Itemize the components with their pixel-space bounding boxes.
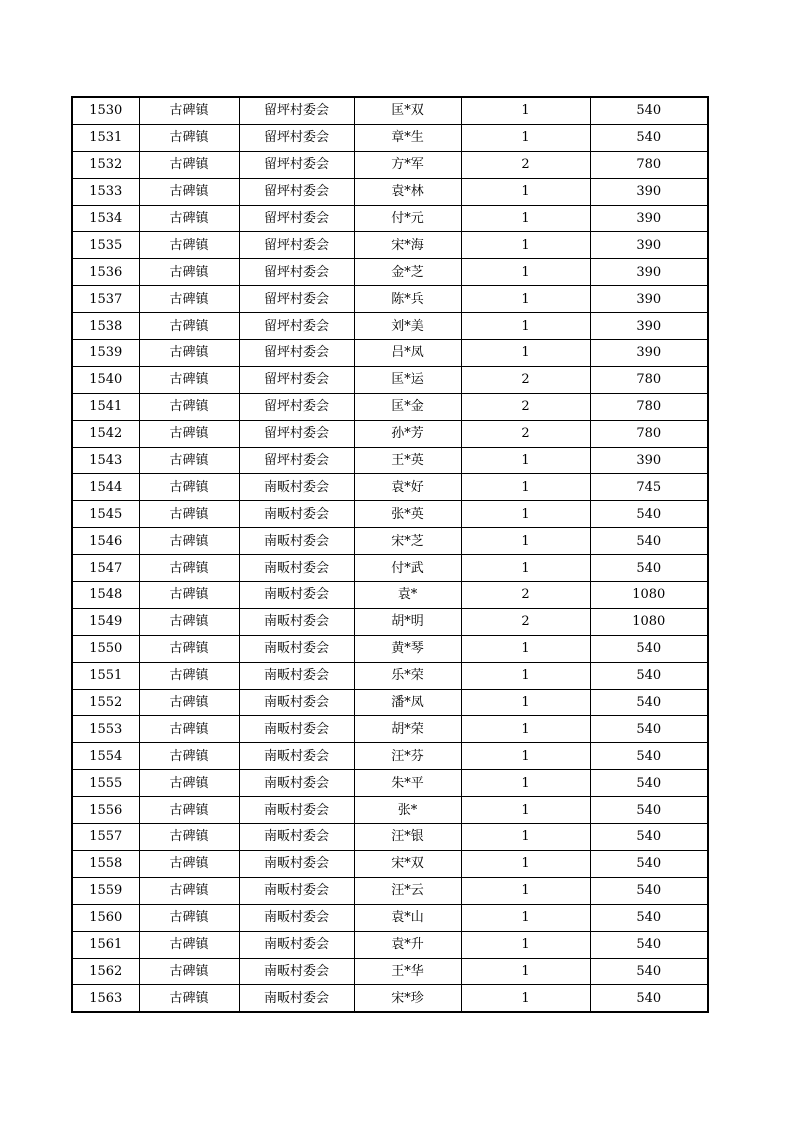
town-cell: 古碑镇: [139, 420, 239, 447]
table-row: [72, 743, 708, 770]
table-row: [72, 151, 708, 178]
person-name-cell: 潘*凤: [354, 689, 461, 716]
town-cell: 古碑镇: [139, 286, 239, 313]
person-name-cell: 袁*升: [354, 931, 461, 958]
town-cell: 古碑镇: [139, 259, 239, 286]
person-name-cell: 袁*林: [354, 178, 461, 205]
household-count-cell: 2: [461, 151, 590, 178]
household-count-cell: 1: [461, 850, 590, 877]
row-number-cell: 1545: [72, 501, 139, 528]
table-row: [72, 716, 708, 743]
village-committee-cell: 南畈村委会: [239, 770, 354, 797]
row-number-cell: 1543: [72, 447, 139, 474]
table-row: [72, 232, 708, 259]
row-number-cell: 1535: [72, 232, 139, 259]
household-count-cell: 1: [461, 770, 590, 797]
amount-cell: 540: [590, 877, 708, 904]
row-number-cell: 1536: [72, 259, 139, 286]
table-row: [72, 877, 708, 904]
person-name-cell: 汪*芬: [354, 743, 461, 770]
person-name-cell: 宋*珍: [354, 985, 461, 1012]
household-count-cell: 1: [461, 178, 590, 205]
amount-cell: 540: [590, 797, 708, 824]
town-cell: 古碑镇: [139, 797, 239, 824]
amount-cell: 540: [590, 824, 708, 851]
table-row: [72, 635, 708, 662]
village-committee-cell: 留坪村委会: [239, 151, 354, 178]
household-count-cell: 2: [461, 608, 590, 635]
town-cell: 古碑镇: [139, 931, 239, 958]
row-number-cell: 1538: [72, 313, 139, 340]
table-row: [72, 770, 708, 797]
row-number-cell: 1542: [72, 420, 139, 447]
row-number-cell: 1562: [72, 958, 139, 985]
table-row: [72, 904, 708, 931]
amount-cell: 780: [590, 420, 708, 447]
row-number-cell: 1546: [72, 528, 139, 555]
row-number-cell: 1537: [72, 286, 139, 313]
household-count-cell: 1: [461, 716, 590, 743]
table-row: [72, 447, 708, 474]
table-row: [72, 474, 708, 501]
town-cell: 古碑镇: [139, 340, 239, 367]
household-count-cell: 2: [461, 366, 590, 393]
amount-cell: 540: [590, 931, 708, 958]
person-name-cell: 匡*运: [354, 366, 461, 393]
village-committee-cell: 留坪村委会: [239, 232, 354, 259]
town-cell: 古碑镇: [139, 474, 239, 501]
household-count-cell: 2: [461, 582, 590, 609]
village-committee-cell: 南畈村委会: [239, 904, 354, 931]
table-body: [72, 97, 708, 1012]
person-name-cell: 孙*芳: [354, 420, 461, 447]
village-committee-cell: 南畈村委会: [239, 582, 354, 609]
village-committee-cell: 南畈村委会: [239, 931, 354, 958]
village-committee-cell: 南畈村委会: [239, 716, 354, 743]
person-name-cell: 章*生: [354, 124, 461, 151]
amount-cell: 540: [590, 743, 708, 770]
household-count-cell: 1: [461, 689, 590, 716]
village-committee-cell: 南畈村委会: [239, 689, 354, 716]
town-cell: 古碑镇: [139, 689, 239, 716]
village-committee-cell: 南畈村委会: [239, 877, 354, 904]
village-committee-cell: 南畈村委会: [239, 797, 354, 824]
town-cell: 古碑镇: [139, 205, 239, 232]
person-name-cell: 黄*琴: [354, 635, 461, 662]
table-row: [72, 420, 708, 447]
row-number-cell: 1544: [72, 474, 139, 501]
row-number-cell: 1547: [72, 555, 139, 582]
town-cell: 古碑镇: [139, 124, 239, 151]
amount-cell: 390: [590, 313, 708, 340]
household-count-cell: 1: [461, 931, 590, 958]
village-committee-cell: 留坪村委会: [239, 97, 354, 124]
person-name-cell: 胡*荣: [354, 716, 461, 743]
amount-cell: 540: [590, 985, 708, 1012]
amount-cell: 390: [590, 205, 708, 232]
household-count-cell: 1: [461, 474, 590, 501]
person-name-cell: 朱*平: [354, 770, 461, 797]
amount-cell: 390: [590, 259, 708, 286]
table-row: [72, 689, 708, 716]
amount-cell: 540: [590, 689, 708, 716]
village-committee-cell: 留坪村委会: [239, 393, 354, 420]
amount-cell: 540: [590, 662, 708, 689]
village-committee-cell: 留坪村委会: [239, 447, 354, 474]
table-row: [72, 824, 708, 851]
household-count-cell: 1: [461, 743, 590, 770]
town-cell: 古碑镇: [139, 501, 239, 528]
household-count-cell: 1: [461, 904, 590, 931]
town-cell: 古碑镇: [139, 178, 239, 205]
table-row: [72, 850, 708, 877]
subsidy-table: [71, 96, 709, 1013]
village-committee-cell: 留坪村委会: [239, 313, 354, 340]
town-cell: 古碑镇: [139, 393, 239, 420]
household-count-cell: 1: [461, 635, 590, 662]
row-number-cell: 1551: [72, 662, 139, 689]
household-count-cell: 1: [461, 797, 590, 824]
village-committee-cell: 南畈村委会: [239, 528, 354, 555]
person-name-cell: 宋*双: [354, 850, 461, 877]
table-row: [72, 985, 708, 1012]
row-number-cell: 1560: [72, 904, 139, 931]
person-name-cell: 张*: [354, 797, 461, 824]
village-committee-cell: 留坪村委会: [239, 178, 354, 205]
town-cell: 古碑镇: [139, 555, 239, 582]
table-row: [72, 931, 708, 958]
person-name-cell: 张*英: [354, 501, 461, 528]
person-name-cell: 宋*芝: [354, 528, 461, 555]
amount-cell: 540: [590, 97, 708, 124]
household-count-cell: 1: [461, 340, 590, 367]
row-number-cell: 1530: [72, 97, 139, 124]
row-number-cell: 1532: [72, 151, 139, 178]
table-row: [72, 528, 708, 555]
village-committee-cell: 留坪村委会: [239, 124, 354, 151]
table-row: [72, 582, 708, 609]
amount-cell: 540: [590, 501, 708, 528]
village-committee-cell: 南畈村委会: [239, 501, 354, 528]
person-name-cell: 袁*山: [354, 904, 461, 931]
amount-cell: 540: [590, 770, 708, 797]
town-cell: 古碑镇: [139, 850, 239, 877]
table-row: [72, 662, 708, 689]
row-number-cell: 1555: [72, 770, 139, 797]
village-committee-cell: 留坪村委会: [239, 420, 354, 447]
household-count-cell: 1: [461, 528, 590, 555]
amount-cell: 540: [590, 124, 708, 151]
town-cell: 古碑镇: [139, 151, 239, 178]
row-number-cell: 1540: [72, 366, 139, 393]
village-committee-cell: 南畈村委会: [239, 824, 354, 851]
amount-cell: 780: [590, 366, 708, 393]
amount-cell: 390: [590, 178, 708, 205]
village-committee-cell: 留坪村委会: [239, 340, 354, 367]
town-cell: 古碑镇: [139, 824, 239, 851]
amount-cell: 780: [590, 393, 708, 420]
table-row: [72, 393, 708, 420]
town-cell: 古碑镇: [139, 582, 239, 609]
row-number-cell: 1541: [72, 393, 139, 420]
village-committee-cell: 南畈村委会: [239, 958, 354, 985]
village-committee-cell: 南畈村委会: [239, 474, 354, 501]
town-cell: 古碑镇: [139, 608, 239, 635]
amount-cell: 780: [590, 151, 708, 178]
village-committee-cell: 留坪村委会: [239, 366, 354, 393]
village-committee-cell: 留坪村委会: [239, 286, 354, 313]
amount-cell: 540: [590, 716, 708, 743]
row-number-cell: 1549: [72, 608, 139, 635]
person-name-cell: 吕*凤: [354, 340, 461, 367]
person-name-cell: 付*武: [354, 555, 461, 582]
person-name-cell: 匡*金: [354, 393, 461, 420]
village-committee-cell: 南畈村委会: [239, 985, 354, 1012]
village-committee-cell: 留坪村委会: [239, 259, 354, 286]
town-cell: 古碑镇: [139, 447, 239, 474]
town-cell: 古碑镇: [139, 232, 239, 259]
person-name-cell: 匡*双: [354, 97, 461, 124]
person-name-cell: 金*芝: [354, 259, 461, 286]
table-row: [72, 366, 708, 393]
row-number-cell: 1553: [72, 716, 139, 743]
amount-cell: 540: [590, 555, 708, 582]
town-cell: 古碑镇: [139, 904, 239, 931]
row-number-cell: 1534: [72, 205, 139, 232]
amount-cell: 390: [590, 232, 708, 259]
row-number-cell: 1533: [72, 178, 139, 205]
household-count-cell: 1: [461, 124, 590, 151]
household-count-cell: 1: [461, 877, 590, 904]
table-row: [72, 97, 708, 124]
table-row: [72, 259, 708, 286]
table-row: [72, 958, 708, 985]
row-number-cell: 1531: [72, 124, 139, 151]
amount-cell: 390: [590, 340, 708, 367]
household-count-cell: 1: [461, 824, 590, 851]
household-count-cell: 1: [461, 985, 590, 1012]
row-number-cell: 1561: [72, 931, 139, 958]
amount-cell: 745: [590, 474, 708, 501]
table-row: [72, 124, 708, 151]
person-name-cell: 王*英: [354, 447, 461, 474]
person-name-cell: 汪*银: [354, 824, 461, 851]
household-count-cell: 1: [461, 286, 590, 313]
row-number-cell: 1557: [72, 824, 139, 851]
household-count-cell: 1: [461, 447, 590, 474]
town-cell: 古碑镇: [139, 716, 239, 743]
table-row: [72, 555, 708, 582]
person-name-cell: 刘*美: [354, 313, 461, 340]
table-row: [72, 608, 708, 635]
household-count-cell: 1: [461, 232, 590, 259]
amount-cell: 390: [590, 447, 708, 474]
amount-cell: 540: [590, 904, 708, 931]
town-cell: 古碑镇: [139, 877, 239, 904]
row-number-cell: 1550: [72, 635, 139, 662]
village-committee-cell: 留坪村委会: [239, 205, 354, 232]
village-committee-cell: 南畈村委会: [239, 608, 354, 635]
row-number-cell: 1559: [72, 877, 139, 904]
table-row: [72, 340, 708, 367]
town-cell: 古碑镇: [139, 528, 239, 555]
table-row: [72, 501, 708, 528]
town-cell: 古碑镇: [139, 635, 239, 662]
row-number-cell: 1539: [72, 340, 139, 367]
amount-cell: 1080: [590, 582, 708, 609]
amount-cell: 390: [590, 286, 708, 313]
amount-cell: 540: [590, 635, 708, 662]
village-committee-cell: 南畈村委会: [239, 555, 354, 582]
amount-cell: 1080: [590, 608, 708, 635]
table-row: [72, 797, 708, 824]
town-cell: 古碑镇: [139, 958, 239, 985]
village-committee-cell: 南畈村委会: [239, 662, 354, 689]
household-count-cell: 1: [461, 555, 590, 582]
table-row: [72, 205, 708, 232]
person-name-cell: 袁*: [354, 582, 461, 609]
village-committee-cell: 南畈村委会: [239, 743, 354, 770]
town-cell: 古碑镇: [139, 313, 239, 340]
person-name-cell: 方*军: [354, 151, 461, 178]
row-number-cell: 1563: [72, 985, 139, 1012]
person-name-cell: 胡*明: [354, 608, 461, 635]
town-cell: 古碑镇: [139, 662, 239, 689]
amount-cell: 540: [590, 958, 708, 985]
person-name-cell: 王*华: [354, 958, 461, 985]
amount-cell: 540: [590, 528, 708, 555]
town-cell: 古碑镇: [139, 743, 239, 770]
person-name-cell: 汪*云: [354, 877, 461, 904]
row-number-cell: 1552: [72, 689, 139, 716]
person-name-cell: 宋*海: [354, 232, 461, 259]
table-row: [72, 178, 708, 205]
household-count-cell: 1: [461, 313, 590, 340]
row-number-cell: 1558: [72, 850, 139, 877]
household-count-cell: 1: [461, 97, 590, 124]
town-cell: 古碑镇: [139, 97, 239, 124]
table-row: [72, 286, 708, 313]
household-count-cell: 2: [461, 420, 590, 447]
household-count-cell: 1: [461, 958, 590, 985]
row-number-cell: 1556: [72, 797, 139, 824]
person-name-cell: 陈*兵: [354, 286, 461, 313]
village-committee-cell: 南畈村委会: [239, 850, 354, 877]
household-count-cell: 2: [461, 393, 590, 420]
person-name-cell: 袁*好: [354, 474, 461, 501]
household-count-cell: 1: [461, 501, 590, 528]
household-count-cell: 1: [461, 259, 590, 286]
household-count-cell: 1: [461, 205, 590, 232]
amount-cell: 540: [590, 850, 708, 877]
row-number-cell: 1554: [72, 743, 139, 770]
town-cell: 古碑镇: [139, 770, 239, 797]
person-name-cell: 付*元: [354, 205, 461, 232]
town-cell: 古碑镇: [139, 366, 239, 393]
town-cell: 古碑镇: [139, 985, 239, 1012]
village-committee-cell: 南畈村委会: [239, 635, 354, 662]
table-row: [72, 313, 708, 340]
row-number-cell: 1548: [72, 582, 139, 609]
person-name-cell: 乐*荣: [354, 662, 461, 689]
household-count-cell: 1: [461, 662, 590, 689]
